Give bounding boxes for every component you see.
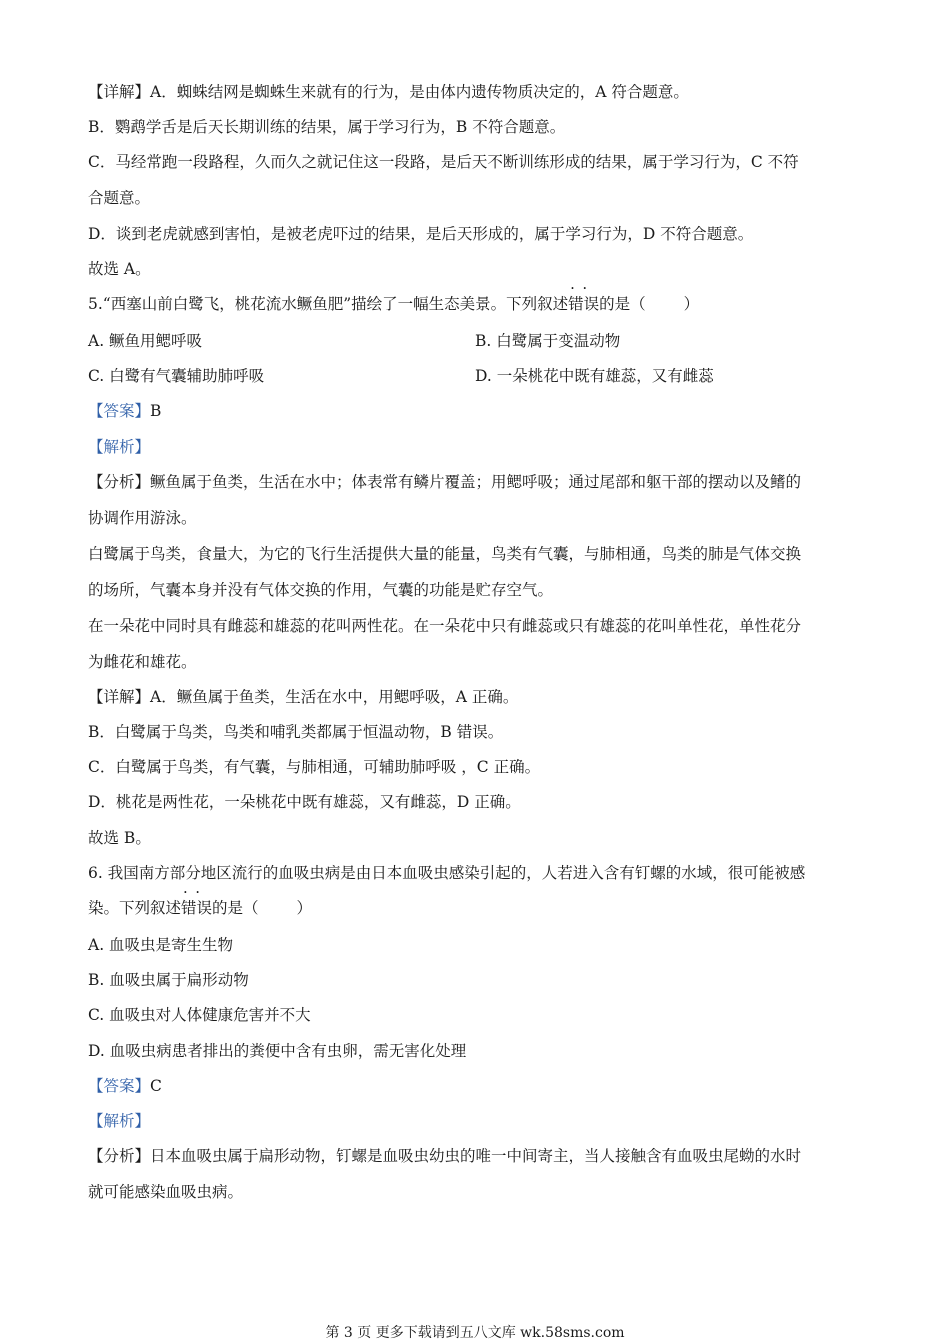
q5-detail-a: 【详解】A．鳜鱼属于鱼类，生活在水中，用鳃呼吸，A 正确。 (88, 688, 519, 706)
q5-answer-value: B (150, 402, 162, 420)
q5-option-d: D. 一朵桃花中既有雄蕊，又有雌蕊 (475, 367, 714, 385)
q5-detail-d: D．桃花是两性花，一朵桃花中既有雄蕊，又有雌蕊，D 正确。 (88, 793, 521, 811)
q5-stem (88, 294, 699, 314)
q5-jiexi-tag: 【解析】 (88, 438, 151, 456)
q4-detail-d: D．谈到老虎就感到害怕，是被老虎吓过的结果，是后天形成的，属于学习行为，D 不符合题意。 (88, 225, 754, 243)
q6-stem-close: ） (296, 899, 313, 917)
q6-jiexi-tag: 【解析】 (88, 1112, 151, 1130)
q5-option-b: B. 白鹭属于变温动物 (475, 332, 621, 350)
q4-detail-c: C．马经常跑一段路程，久而久之就记住这一段路，是后天不断训练形成的结果，属于学习行为，C 不符 (88, 153, 799, 171)
q6-stem-line1: 6. 我国南方部分地区流行的血吸虫病是由日本血吸虫感染引起的，人若进入含有钉螺的水域，很可能被感 (88, 864, 806, 882)
q6-option-b: B. 血吸虫属于扁形动物 (88, 971, 249, 989)
q5-stem-close: ） (683, 295, 700, 313)
q6-answer-tag: 【答案】 (88, 1077, 151, 1095)
q6-emphasis-word: · · 错误 (181, 898, 212, 918)
q5-stem-text: 5.“西塞山前白鹭飞，桃花流水鳜鱼肥”描绘了一幅生态美景。下列叙述 (88, 295, 569, 313)
q5-option-a: A. 鳜鱼用鳃呼吸 (88, 332, 203, 350)
q5-stem-end: 的是（ (599, 295, 646, 313)
q6-answer (88, 1076, 162, 1096)
q5-analysis-3: 白鹭属于鸟类，食量大，为它的飞行生活提供大量的能量，鸟类有气囊，与肺相通，鸟类的肺是气体交换 (88, 545, 802, 563)
q4-detail-c-cont: 合题意。 (88, 189, 151, 207)
q6-stem-line2 (88, 898, 312, 918)
q6-option-a: A. 血吸虫是寄生生物 (88, 936, 234, 954)
q5-analysis-5: 在一朵花中同时具有雌蕊和雄蕊的花叫两性花。在一朵花中只有雌蕊或只有雄蕊的花叫单性花，单性花分 (88, 617, 802, 635)
q5-detail-c: C．白鹭属于鸟类，有气囊，与肺相通，可辅助肺呼吸 ，C 正确。 (88, 758, 541, 776)
q5-answer (88, 401, 161, 421)
q5-answer-tag: 【答案】 (88, 402, 151, 420)
q5-emphasis-word: · · 错误 (568, 294, 599, 314)
q5-analysis-4: 的场所，气囊本身并没有气体交换的作用，气囊的功能是贮存空气。 (88, 581, 554, 599)
q5-analysis-6: 为雌花和雄花。 (88, 653, 197, 671)
q5-conclusion: 故选 B。 (88, 829, 151, 847)
q5-option-c: C. 白鹭有气囊辅助肺呼吸 (88, 367, 265, 385)
q6-analysis-2: 就可能感染血吸虫病。 (88, 1183, 244, 1201)
page-footer: 第 3 页 更多下载请到五八文库 wk.58sms.com (325, 1325, 625, 1341)
q5-analysis-2: 协调作用游泳。 (88, 509, 197, 527)
q4-conclusion: 故选 A。 (88, 260, 151, 278)
q6-option-c: C. 血吸虫对人体健康危害并不大 (88, 1006, 311, 1024)
q5-detail-b: B．白鹭属于鸟类，鸟类和哺乳类都属于恒温动物，B 错误。 (88, 723, 504, 741)
q6-analysis-1: 【分析】日本血吸虫属于扁形动物，钉螺是血吸虫幼虫的唯一中间寄主，当人接触含有血吸虫尾蚴的水时 (88, 1147, 802, 1165)
q6-answer-value: C (150, 1077, 162, 1095)
q4-detail-b: B．鹦鹉学舌是后天长期训练的结果，属于学习行为，B 不符合题意。 (88, 118, 566, 136)
q5-analysis-1: 【分析】鳜鱼属于鱼类，生活在水中；体表常有鳞片覆盖；用鳃呼吸；通过尾部和躯干部的摆动以及鳍的 (88, 473, 802, 491)
q6-stem-text: 染。下列叙述 (88, 899, 182, 917)
q4-detail-a: 【详解】A．蜘蛛结网是蜘蛛生来就有的行为，是由体内遗传物质决定的，A 符合题意。 (88, 83, 689, 101)
q6-stem-end: 的是（ (212, 899, 259, 917)
q6-option-d: D. 血吸虫病患者排出的粪便中含有虫卵，需无害化处理 (88, 1042, 467, 1060)
